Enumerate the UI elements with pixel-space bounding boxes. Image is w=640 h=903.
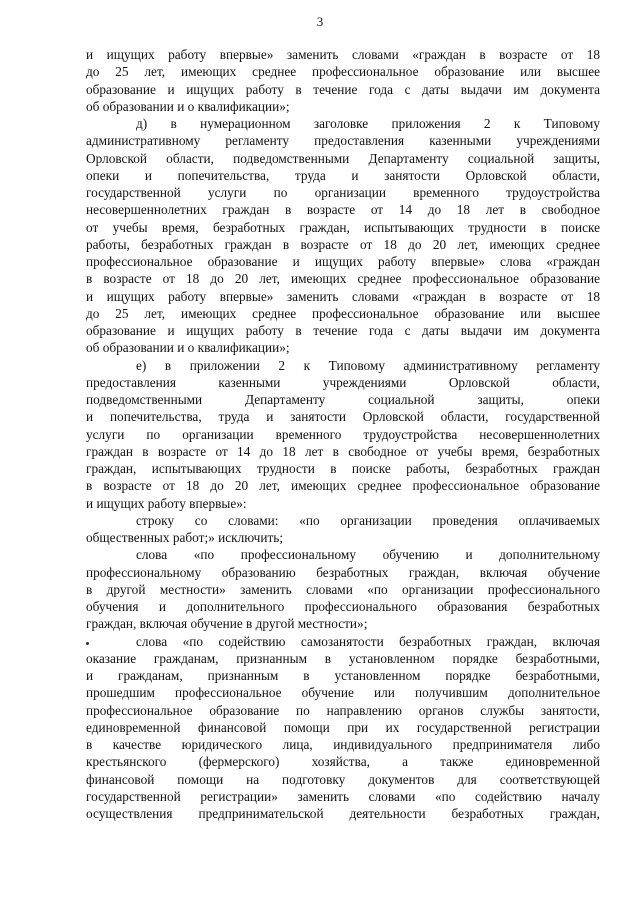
text-line: прошедшим профессиональное обучение или получившим дополнительное	[86, 685, 600, 701]
text-line: и ищущих работу впервые»:	[86, 495, 247, 511]
text-line: услуги по организации временного трудоустройства несовершеннолетних	[86, 426, 600, 442]
text-line: профессиональное образование и ищущих работу впервые» слова «граждан	[86, 254, 600, 269]
text-line: от учебы время, безработных граждан, испытывающих трудности в поиске	[86, 219, 600, 235]
text-line: профессиональному образованию безработных граждан, включая обучение	[86, 564, 600, 580]
text-line: осуществления предпринимательской деятельности безработных граждан,	[86, 806, 600, 821]
text-line: финансовой помощи на подготовку документов для соответствующей	[86, 771, 600, 787]
text-line: до 25 лет, имеющих среднее профессиональное образование или высшее	[86, 64, 600, 80]
text-line: профессиональное образование по направлению органов службы занятости,	[86, 702, 600, 718]
text-line: образование и ищущих работу в течение года с даты выдачи им документа	[86, 81, 600, 97]
text-line: об образовании и о квалификации»;	[86, 98, 290, 114]
text-line: опеки и попечительства, труда и занятости Орловской области,	[86, 167, 600, 183]
text-line: обучения и дополнительного профессионального образования безработных	[86, 599, 600, 614]
text-line: административному регламенту предоставления казенными учреждениями	[86, 133, 600, 149]
text-line: в качестве юридического лица, индивидуального предпринимателя либо	[86, 737, 600, 752]
text-line: граждан, испытывающих трудности в поиске работы, безработных граждан	[86, 461, 600, 476]
text-line: общественных работ;» исключить;	[86, 530, 284, 545]
text-line: граждан в возрасте от 14 до 18 лет в свободное от учебы время, безработных	[86, 443, 600, 459]
text-line: граждан, включая обучение в другой местности»;	[86, 616, 368, 632]
text-line: об образовании и о квалификации»;	[86, 340, 290, 356]
text-line: в другой местности» заменить словами «по организации профессионального	[86, 581, 600, 597]
text-line: слова «по содействию самозанятости безработных граждан, включая	[136, 633, 600, 649]
text-line: подведомственными Департаменту социальной защиты, опеки	[86, 392, 600, 407]
text-line: строку со словами: «по организации проведения оплачиваемых	[136, 512, 600, 528]
text-line: в возрасте от 18 до 20 лет, имеющих среднее профессиональное образование	[86, 271, 600, 287]
text-line: образование и ищущих работу в течение года с даты выдачи им документа	[86, 323, 600, 338]
text-line: единовременной финансовой помощи при их государственной регистрации	[86, 719, 600, 735]
text-line: до 25 лет, имеющих среднее профессиональное образование или высшее	[86, 305, 600, 321]
document-body	[86, 46, 600, 822]
text-line: несовершеннолетних граждан в возрасте от 14 до 18 лет в свободное	[86, 202, 600, 218]
text-line: е) в приложении 2 к Типовому административному регламенту	[136, 357, 600, 373]
text-line: государственной услуги по организации временного трудоустройства	[86, 185, 600, 200]
text-line: и ищущих работу впервые» заменить словами «граждан в возрасте от 18	[86, 47, 600, 62]
page-number: 3	[316, 14, 324, 29]
text-line: в возрасте от 18 до 20 лет, имеющих среднее профессиональное образование	[86, 478, 600, 494]
text-line: предоставления казенными учреждениями Орловской области,	[86, 374, 600, 390]
text-line: и гражданам, признанным в установленном порядке безработными,	[86, 668, 600, 683]
text-line: работы, безработных граждан в возрасте от 18 до 20 лет, имеющих среднее	[86, 236, 600, 252]
text-line: д) в нумерационном заголовке приложения 2 к Типовому	[136, 116, 600, 131]
text-line: и попечительства, труда и занятости Орловской области, государственной	[86, 409, 600, 425]
text-line: оказание гражданам, признанным в установленном порядке безработными,	[86, 650, 600, 666]
text-line: и ищущих работу впервые» заменить словами «граждан в возрасте от 18	[86, 288, 600, 304]
text-line: государственной регистрации» заменить словами «по содействию началу	[86, 788, 600, 804]
text-line: крестьянского (фермерского) хозяйства, а также единовременной	[86, 754, 600, 770]
text-line: Орловской области, подведомственными Департаменту социальной защиты,	[86, 150, 600, 166]
text-line: слова «по профессиональному обучению и дополнительному	[136, 547, 600, 563]
